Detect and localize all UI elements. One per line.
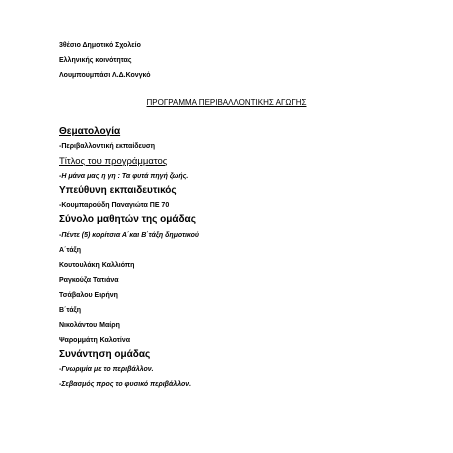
students-value: -Πέντε (5) κορίτσια Α΄και Β΄τάξη δημοτικού [59,232,199,239]
list-item: -Σεβασμός προς το φυσικό περιβάλλον. [59,381,192,388]
program-title-heading: Τίτλος του προγράμματος [59,156,168,167]
list-item: Τσάβαλου Ειρήνη [59,292,118,299]
meeting-heading: Συνάντηση ομάδας [59,349,151,360]
students-heading: Σύνολο μαθητών της ομάδας [59,214,196,225]
class-a-label: Α΄τάξη [59,247,82,254]
list-item: Κουτουλάκη Καλλιόπη [59,262,135,269]
community-name: Ελληνικής κοινότητας [59,57,132,64]
school-name: 3θέσιο Δημοτικό Σχολείο [59,42,141,49]
teacher-heading: Υπεύθυνη εκπαιδευτικός [59,185,177,196]
teacher-value: -Κουμπαρούδη Παναγιώτα ΠΕ 70 [59,202,170,209]
class-b-label: Β΄τάξη [59,307,82,314]
list-item: -Γνωριμία με το περιβάλλον. [59,366,154,373]
list-item: Ψαρομμάτη Καλοτίνα [59,337,131,344]
list-item: Νικολάντου Μαίρη [59,322,120,329]
program-title-value: -Η μάνα μας η γη : Τα φυτά πηγή ζωής. [59,173,189,180]
school-location: Λουμπουμπάσι Λ.Δ.Κονγκό [59,72,151,79]
list-item: Ραγκούζα Τατιάνα [59,277,119,284]
theme-heading: Θεματολογία [59,126,121,137]
theme-value: -Περιβαλλοντική εκπαίδευση [59,143,155,150]
document-title: ΠΡΟΓΡΑΜΜΑ ΠΕΡΙΒΑΛΛΟΝΤΙΚΗΣ ΑΓΩΓΗΣ [146,98,307,107]
